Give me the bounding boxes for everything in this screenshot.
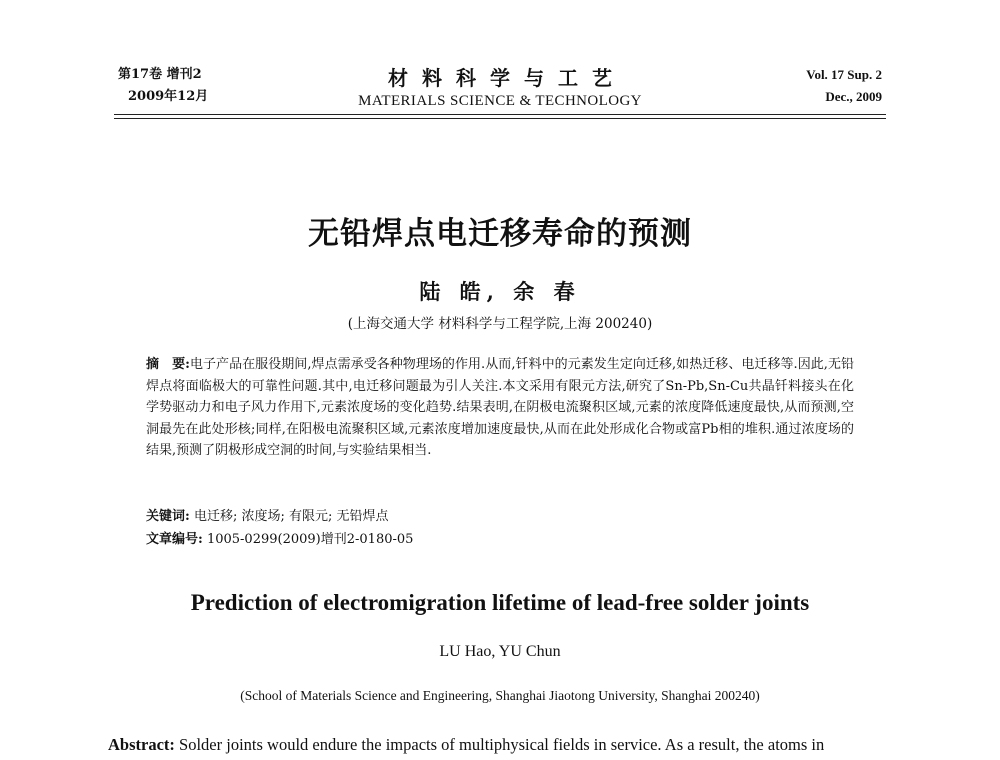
authors-cn: 陆 皓, 余 春 bbox=[419, 279, 581, 304]
abstract-en-text: Solder joints would endure the impacts of multiphysical fields in service. As a result, the atoms in bbox=[179, 735, 825, 754]
abstract-en-label: Abstract: bbox=[108, 735, 175, 754]
header-volume-info-en bbox=[806, 64, 882, 108]
paper-title-en: Prediction of electromigration lifetime of lead-free solder joints bbox=[190, 590, 810, 615]
authors-en: LU Hao, YU Chun bbox=[439, 643, 561, 660]
affiliation-cn: (上海交通大学 材料科学与工程学院,上海 200240) bbox=[347, 316, 653, 332]
paper-title-cn: 无铅焊点电迁移寿命的预测 bbox=[308, 216, 692, 252]
header-volume-en: Vol. 17 Sup. 2 bbox=[806, 67, 882, 82]
header-rule-bottom bbox=[114, 118, 886, 119]
header-rule-top bbox=[114, 114, 886, 115]
abstract-en bbox=[108, 735, 892, 755]
abstract-cn-text: 电子产品在服役期间,焊点需承受各种物理场的作用.从而,钎料中的元素发生定向迁移,如热迁移、电迁移等.因此,无铅焊点将面临极大的可靠性问题.其中,电迁移问题最为引人关注.本文采用有限元方法,研究了Sn-Pb,Sn-Cu共晶钎料接头在化学势驱动力和电子风力作用下,元素浓度场的变化趋势.结果表明,在阴极电流聚积区域,元素的浓度降低速度最快,从而预测,空洞最先在此处形核;同样,在阳极电流聚积区域,元素浓度增加速度最快,从而在此处形成化合物或富Pb相的堆积.通过浓度场的结果,预测了阴极形成空洞的时间,与实验结果相当. bbox=[146, 357, 854, 458]
article-number bbox=[146, 529, 854, 550]
journal-name-cn: 材料科学与工艺 bbox=[388, 66, 626, 90]
abstract-cn-label: 摘 要: bbox=[146, 357, 190, 372]
header-date-cn: 2009年12月 bbox=[128, 89, 209, 104]
header-volume-issue: 第17卷 增刊2 bbox=[118, 67, 202, 82]
article-number-label: 文章编号: bbox=[146, 532, 203, 547]
keywords-text: 电迁移; 浓度场; 有限元; 无铅焊点 bbox=[193, 509, 389, 524]
journal-name-en: MATERIALS SCIENCE & TECHNOLOGY bbox=[358, 93, 642, 109]
affiliation-en: (School of Materials Science and Engineering, Shanghai Jiaotong University, Shanghai 200240) bbox=[240, 688, 760, 703]
article-number-text: 1005-0299(2009)增刊2-0180-05 bbox=[206, 532, 414, 547]
keywords-label: 关键词: bbox=[146, 509, 190, 524]
abstract-cn bbox=[146, 354, 854, 462]
header-date-en: Dec., 2009 bbox=[825, 89, 882, 104]
keywords-cn bbox=[146, 506, 854, 527]
